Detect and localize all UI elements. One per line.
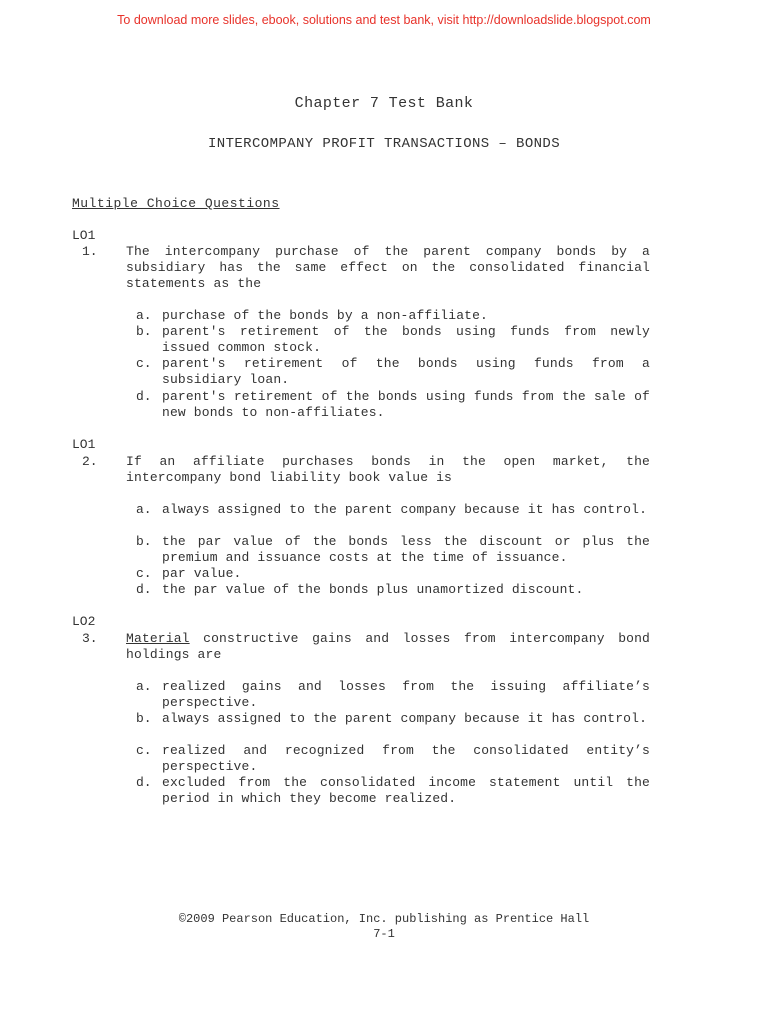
option-letter: c.	[136, 356, 152, 371]
page-number: 7-1	[373, 927, 395, 941]
option-text: parent's retirement of the bonds using funds from a subsidiary loan.	[162, 356, 650, 387]
option-text: excluded from the consolidated income statement until the period in which they become realized.	[162, 775, 650, 806]
section-heading: Multiple Choice Questions	[72, 196, 280, 211]
question-stem: If an affiliate purchases bonds in the open market, the intercompany bond liability book value is	[126, 454, 650, 485]
option-text: realized and recognized from the consolidated entity’s perspective.	[162, 743, 650, 774]
option-letter: d.	[136, 582, 152, 597]
option-text: realized gains and losses from the issuing affiliate’s perspective.	[162, 679, 650, 710]
learning-objective: LO1	[72, 437, 96, 452]
option-letter: d.	[136, 389, 152, 404]
learning-objective: LO1	[72, 228, 96, 243]
stem-text: constructive gains and losses from intercompany bond holdings are	[126, 631, 650, 662]
option-text: always assigned to the parent company because it has control.	[162, 502, 648, 517]
option-letter: c.	[136, 743, 152, 758]
option-text: always assigned to the parent company because it has control.	[162, 711, 648, 726]
question-number: 2.	[82, 454, 98, 469]
copyright-notice: ©2009 Pearson Education, Inc. publishing as Prentice Hall	[178, 912, 590, 926]
option-letter: a.	[136, 308, 152, 323]
option-letter: c.	[136, 566, 152, 581]
option-text: parent's retirement of the bonds using funds from newly issued common stock.	[162, 324, 650, 355]
option-text: the par value of the bonds less the discount or plus the premium and issuance costs at the time of issuance.	[162, 534, 650, 565]
option-letter: b.	[136, 711, 152, 726]
chapter-subtitle: INTERCOMPANY PROFIT TRANSACTIONS – BONDS	[207, 136, 561, 152]
question-number: 1.	[82, 244, 98, 259]
question-stem: The intercompany purchase of the parent company bonds by a subsidiary has the same effect on the consolidated financial statements as the	[126, 244, 650, 291]
question-stem	[126, 631, 650, 663]
option-text: purchase of the bonds by a non-affiliate.	[162, 308, 489, 323]
option-text: par value.	[162, 566, 242, 581]
stem-emphasis: Material	[126, 631, 190, 646]
option-text: the par value of the bonds plus unamortized discount.	[162, 582, 584, 597]
option-letter: a.	[136, 679, 152, 694]
option-letter: b.	[136, 534, 152, 549]
download-banner[interactable]: To download more slides, ebook, solutions and test bank, visit http://downloadslide.blogspot.com	[117, 13, 651, 27]
option-letter: d.	[136, 775, 152, 790]
option-letter: b.	[136, 324, 152, 339]
page-footer	[0, 912, 768, 942]
question-number: 3.	[82, 631, 98, 646]
learning-objective: LO2	[72, 614, 96, 629]
option-text: parent's retirement of the bonds using funds from the sale of new bonds to non-affiliates.	[162, 389, 650, 420]
option-letter: a.	[136, 502, 152, 517]
chapter-title: Chapter 7 Test Bank	[294, 95, 474, 112]
